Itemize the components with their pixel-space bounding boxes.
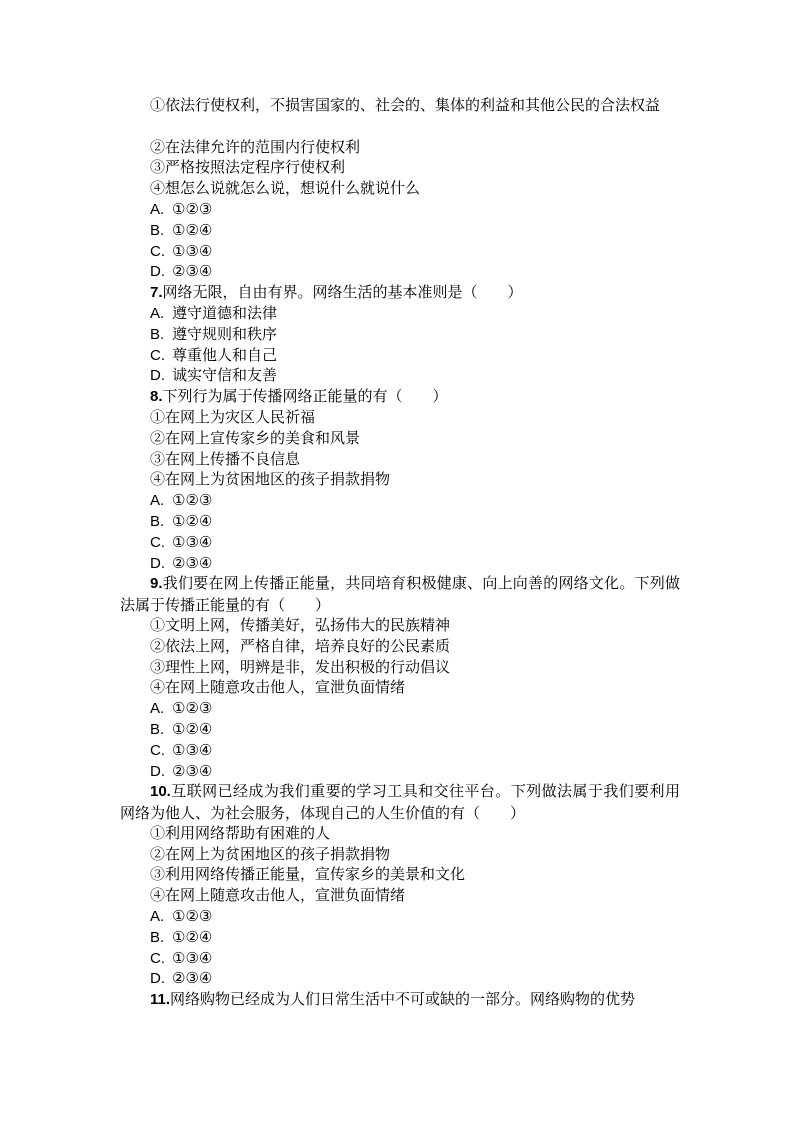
q6-option-b: [120, 220, 680, 241]
option-letter: B.: [150, 720, 165, 738]
option-text: ①②④: [172, 220, 213, 239]
option-text: ①②③: [172, 491, 213, 510]
option-text: ②③④: [172, 553, 213, 572]
option-letter: D.: [150, 263, 165, 281]
option-letter: D.: [150, 367, 165, 385]
q9-statement-3: ③理性上网，明辨是非，发出积极的行动倡议: [150, 657, 451, 676]
q8-stem: [120, 386, 680, 407]
q11-stem: [120, 989, 680, 1010]
q9-statement-2: ②依法上网，严格自律，培养良好的公民素质: [150, 636, 451, 655]
document-page: [120, 95, 680, 1010]
q9-option-b: [120, 719, 680, 740]
question-text: 网络无限，自由有界。网络生活的基本准则是（ ）: [162, 283, 523, 302]
question-text: 互联网已经成为我们重要的学习工具和交往平台。下列做法属于我们要利用网络为他人、为社会服务，体现自己的人生价值的有（ ）: [120, 782, 680, 823]
option-text: 遵守道德和法律: [172, 303, 278, 322]
q9-option-a: [120, 698, 680, 719]
question-number: 11.: [150, 991, 171, 1009]
q10-option-a: [120, 906, 680, 927]
option-text: ②③④: [172, 262, 213, 281]
q9-option-d: [120, 761, 680, 782]
option-text: ①②④: [172, 927, 213, 946]
question-number: 8.: [150, 388, 163, 406]
option-letter: C.: [150, 741, 165, 759]
option-letter: B.: [150, 325, 165, 343]
option-letter: D.: [150, 970, 165, 988]
q9-statement-4: ④在网上随意攻击他人，宣泄负面情绪: [150, 678, 406, 697]
option-letter: D.: [150, 762, 165, 780]
option-letter: B.: [150, 928, 165, 946]
option-text: ①②④: [172, 511, 213, 530]
q8-option-b: [120, 511, 680, 532]
q8-option-d: [120, 553, 680, 574]
option-text: ①③④: [172, 740, 213, 759]
question-text: 下列行为属于传播网络正能量的有（ ）: [162, 387, 448, 406]
q9-statement-1: ①文明上网，传播美好，弘扬伟大的民族精神: [150, 615, 451, 634]
q10-statement-2: ②在网上为贫困地区的孩子捐款捐物: [150, 844, 391, 863]
q7-option-a: [120, 303, 680, 324]
option-letter: A.: [150, 304, 165, 322]
option-letter: C.: [150, 949, 165, 967]
option-text: ②③④: [172, 761, 213, 780]
q10-statement-3: ③利用网络传播正能量，宣传家乡的美景和文化: [150, 865, 466, 884]
option-letter: A.: [150, 700, 165, 718]
option-text: ①③④: [172, 948, 213, 967]
option-text: ②③④: [172, 969, 213, 988]
q8-statement-4: ④在网上为贫困地区的孩子捐款捐物: [150, 470, 391, 489]
q10-stem: [120, 781, 680, 823]
q6-option-a: [120, 199, 680, 220]
option-text: ①②④: [172, 719, 213, 738]
q7-option-c: [120, 345, 680, 366]
option-text: ①②③: [172, 699, 213, 718]
option-letter: C.: [150, 242, 165, 260]
question-text: 我们要在网上传播正能量，共同培育积极健康、向上向善的网络文化。下列做法属于传播正能量的有（ ）: [120, 574, 680, 615]
question-number: 9.: [150, 575, 163, 593]
option-text: 遵守规则和秩序: [172, 324, 278, 343]
q10-option-c: [120, 948, 680, 969]
q8-statement-2: ②在网上宣传家乡的美食和风景: [150, 428, 361, 447]
option-text: ①②③: [172, 199, 213, 218]
option-letter: A.: [150, 200, 165, 218]
q10-option-d: [120, 968, 680, 989]
q10-statement-4: ④在网上随意攻击他人，宣泄负面情绪: [150, 886, 406, 905]
option-letter: C.: [150, 533, 165, 551]
q8-option-a: [120, 490, 680, 511]
q8-option-c: [120, 532, 680, 553]
q7-option-b: [120, 324, 680, 345]
q10-option-b: [120, 927, 680, 948]
q8-statement-1: ①在网上为灾区人民祈福: [150, 407, 316, 426]
q9-stem: [120, 573, 680, 615]
q6-statement-2: ②在法律允许的范围内行使权利: [150, 137, 361, 156]
question-number: 7.: [150, 284, 163, 302]
option-text: ①③④: [172, 532, 213, 551]
q6-statement-4: ④想怎么说就怎么说，想说什么就说什么: [150, 179, 421, 198]
q8-statement-3: ③在网上传播不良信息: [150, 449, 301, 468]
option-text: 诚实守信和友善: [172, 366, 278, 385]
q6-statement-1: ①依法行使权利，不损害国家的、社会的、集体的利益和其他公民的合法权益: [150, 96, 661, 114]
question-text: 网络购物已经成为人们日常生活中不可或缺的一部分。网络购物的优势: [170, 990, 636, 1009]
q9-option-c: [120, 740, 680, 761]
option-letter: D.: [150, 554, 165, 572]
q6-option-d: [120, 261, 680, 282]
option-letter: A.: [150, 492, 165, 510]
option-letter: C.: [150, 346, 165, 364]
q7-stem: [120, 282, 680, 303]
question-number: 10.: [150, 783, 171, 801]
q6-option-c: [120, 241, 680, 262]
q10-statement-1: ①利用网络帮助有困难的人: [150, 823, 331, 842]
option-letter: A.: [150, 908, 165, 926]
option-text: ①②③: [172, 907, 213, 926]
option-text: 尊重他人和自己: [172, 345, 278, 364]
q7-option-d: [120, 365, 680, 386]
option-text: ①③④: [172, 241, 213, 260]
option-letter: B.: [150, 221, 165, 239]
q6-statement-3: ③严格按照法定程序行使权利: [150, 158, 346, 177]
option-letter: B.: [150, 512, 165, 530]
